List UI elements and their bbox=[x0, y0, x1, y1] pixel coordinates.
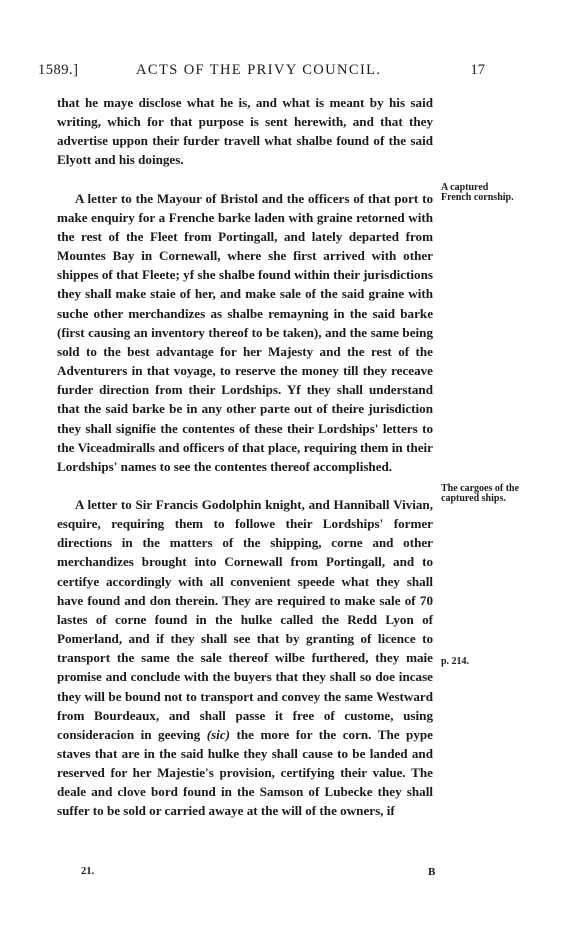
running-header bbox=[38, 62, 485, 82]
signature-letter: B bbox=[428, 866, 436, 878]
header-year: 1589.] bbox=[38, 62, 79, 78]
paragraph-bristol-letter: A letter to the Mayour of Bristol and the officers of that port to make enquiry for a Frenche barke laden with graine retorned with the rest of the Fleet from Portingall, and lately departed from Mountes Bay in Cornewall, where she first arrived with other shippes of that Fleete; yf she shalbe found within their jurisdictions they shall make staie of her, and make sale of the said graine with suche other merchandizes as shalbe remayning in the said barke (first causing an inventory thereof to be taken), and the same being sold to the best advantage for her Majesty and the rest of the Adventurers in that voyage, to reserve the money till they receave furder direction from their Lordships. Yf they shall understand that the said barke be in any other parte out of theire jurisdiction they shall signifie the contentes of these their Lordships' letters to the Viceadmiralls and officers of that place, requiring them in their Lordships' names to see the contentes thereof accomplished. bbox=[57, 190, 433, 474]
margin-note-cornship: A captured French cornship. bbox=[441, 182, 514, 203]
sic-note: (sic) bbox=[206, 726, 230, 742]
paragraph-continuation: that he maye disclose what he is, and what is meant by his said writing, which for that purpose is sent herewith, and that they advertise uppon their furder travell what shalbe found of the said Elyott and his doinges. bbox=[57, 95, 433, 168]
main-text bbox=[57, 93, 433, 821]
paragraph-text-before-sic: A letter to Sir Francis Godolphin knight, and Hanniball Vivian, esquire, requiring them to followe their Lordships' former directions in the matters of the shipping, corne and other merchandizes brought into Cornewall from Portingall, and to certifye accordingly with all convenient speede what they shall have found and don therein. They are required to make sale of 70 lastes of corne found in the hulke called the Redd Lyon of Pomerland, and if they shall see that by granting of licence to transport the same the sale thereof wilbe furthered, they maie promise and conclude with the buyers that they shall so doe incase they will be bound not to transport and convey the same Westward from Bourdeaux, and shall passe it free of custome, using consideracion in geeving bbox=[57, 496, 433, 742]
paragraph-text-after-sic: the more for the corn. The pype staves that are in the said hulke they shall cause to be landed and reserved for her Majestie's provision, certifying their value. The deale and clove bord found in the Samson of Lubecke they shall suffer to be sold or carried awaye at the will of the owners, if bbox=[57, 726, 433, 819]
signature-number: 21. bbox=[81, 866, 95, 877]
paragraph-godolphin-letter bbox=[57, 495, 433, 821]
margin-note-cargoes: The cargoes of the captured ships. bbox=[441, 483, 520, 504]
margin-page-reference: p. 214. bbox=[441, 656, 470, 667]
header-title: ACTS OF THE PRIVY COUNCIL. bbox=[136, 62, 382, 78]
header-page-number: 17 bbox=[470, 62, 485, 78]
